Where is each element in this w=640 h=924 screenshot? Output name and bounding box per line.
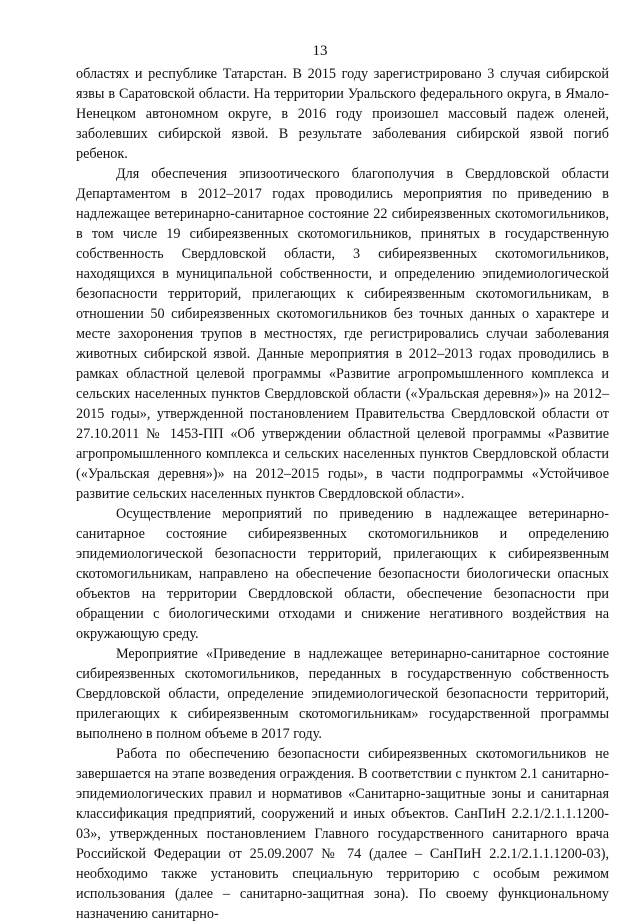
paragraph-4: Мероприятие «Приведение в надлежащее ветеринарно-санитарное состояние сибиреязвенных скотомогильников, переданных в государственную собственность Свердловской области, определение эпидемиологической безопасности территорий, прилегающих к сибиреязвенным скотомогильникам» государственной программы выполнено в полном объеме в 2017 году. — [76, 646, 609, 742]
paragraph-3: Осуществление мероприятий по приведению в надлежащее ветеринарно-санитарное состояние сибиреязвенных скотомогильников и определению эпидемиологической безопасности территорий, прилегающих к сибиреязвенным скотомогильникам, направлено на обеспечение безопасности биологически опасных объектов на территории Свердловской области, обеспечение безопасности при обращении с биологическими отходами и снижение негативного воздействия на окружающую среду. — [76, 506, 609, 642]
document-body — [76, 64, 609, 924]
page-number: 13 — [312, 43, 328, 59]
paragraph-2: Для обеспечения эпизоотического благополучия в Свердловской области Департаментом в 2012–2017 годах проводились мероприятия по приведению в надлежащее ветеринарно-санитарное состояние 22 сибиреязвенных скотомогильников, в том числе 19 сибиреязвенных скотомогильников, принятых в государственную собственность Свердловской области, 3 сибиреязвенных скотомогильников, находящихся в муниципальной собственности, и определению эпидемиологической безопасности территорий, прилегающих к сибиреязвенным скотомогильникам, в отношении 50 сибиреязвенных скотомогильников без точных данных о характере и месте захоронения трупов в местностях, где регистрировались случаи заболевания животных сибирской язвой. Данные мероприятия в 2012–2013 годах проводились в рамках областной целевой программы «Развитие агропромышленного комплекса и сельских населенных пунктов Свердловской области («Уральская деревня»)» на 2012–2015 годы», утвержденной постановлением Правительства Свердловской области от 27.10.2011 № 1453-ПП «Об утверждении областной целевой программы «Развитие агропромышленного комплекса и сельских населенных пунктов Свердловской области («Уральская деревня»)» на 2012–2015 годы», в части подпрограммы «Устойчивое развитие сельских населенных пунктов Свердловской области». — [76, 166, 609, 502]
paragraph-5: Работа по обеспечению безопасности сибиреязвенных скотомогильников не завершается на этапе возведения ограждения. В соответствии с пунктом 2.1 санитарно-эпидемиологических правил и нормативов «Санитарно-защитные зоны и санитарная классификация предприятий, сооружений и иных объектов. СанПиН 2.2.1/2.1.1.1200-03», утвержденных постановлением Главного государственного санитарного врача Российской Федерации от 25.09.2007 № 74 (далее – СанПиН 2.2.1/2.1.1.1200-03), необходимо также установить специальную территорию с особым режимом использования (далее – санитарно-защитная зона). По своему функциональному назначению санитарно- — [76, 746, 609, 922]
paragraph-1: областях и республике Татарстан. В 2015 году зарегистрировано 3 случая сибирской язвы в Саратовской области. На территории Уральского федерального округа, в Ямало-Ненецком автономном округе, в 2016 году произошел массовый падеж оленей, заболевших сибирской язвой. В результате заболевания сибирской язвой погиб ребенок. — [76, 66, 609, 162]
